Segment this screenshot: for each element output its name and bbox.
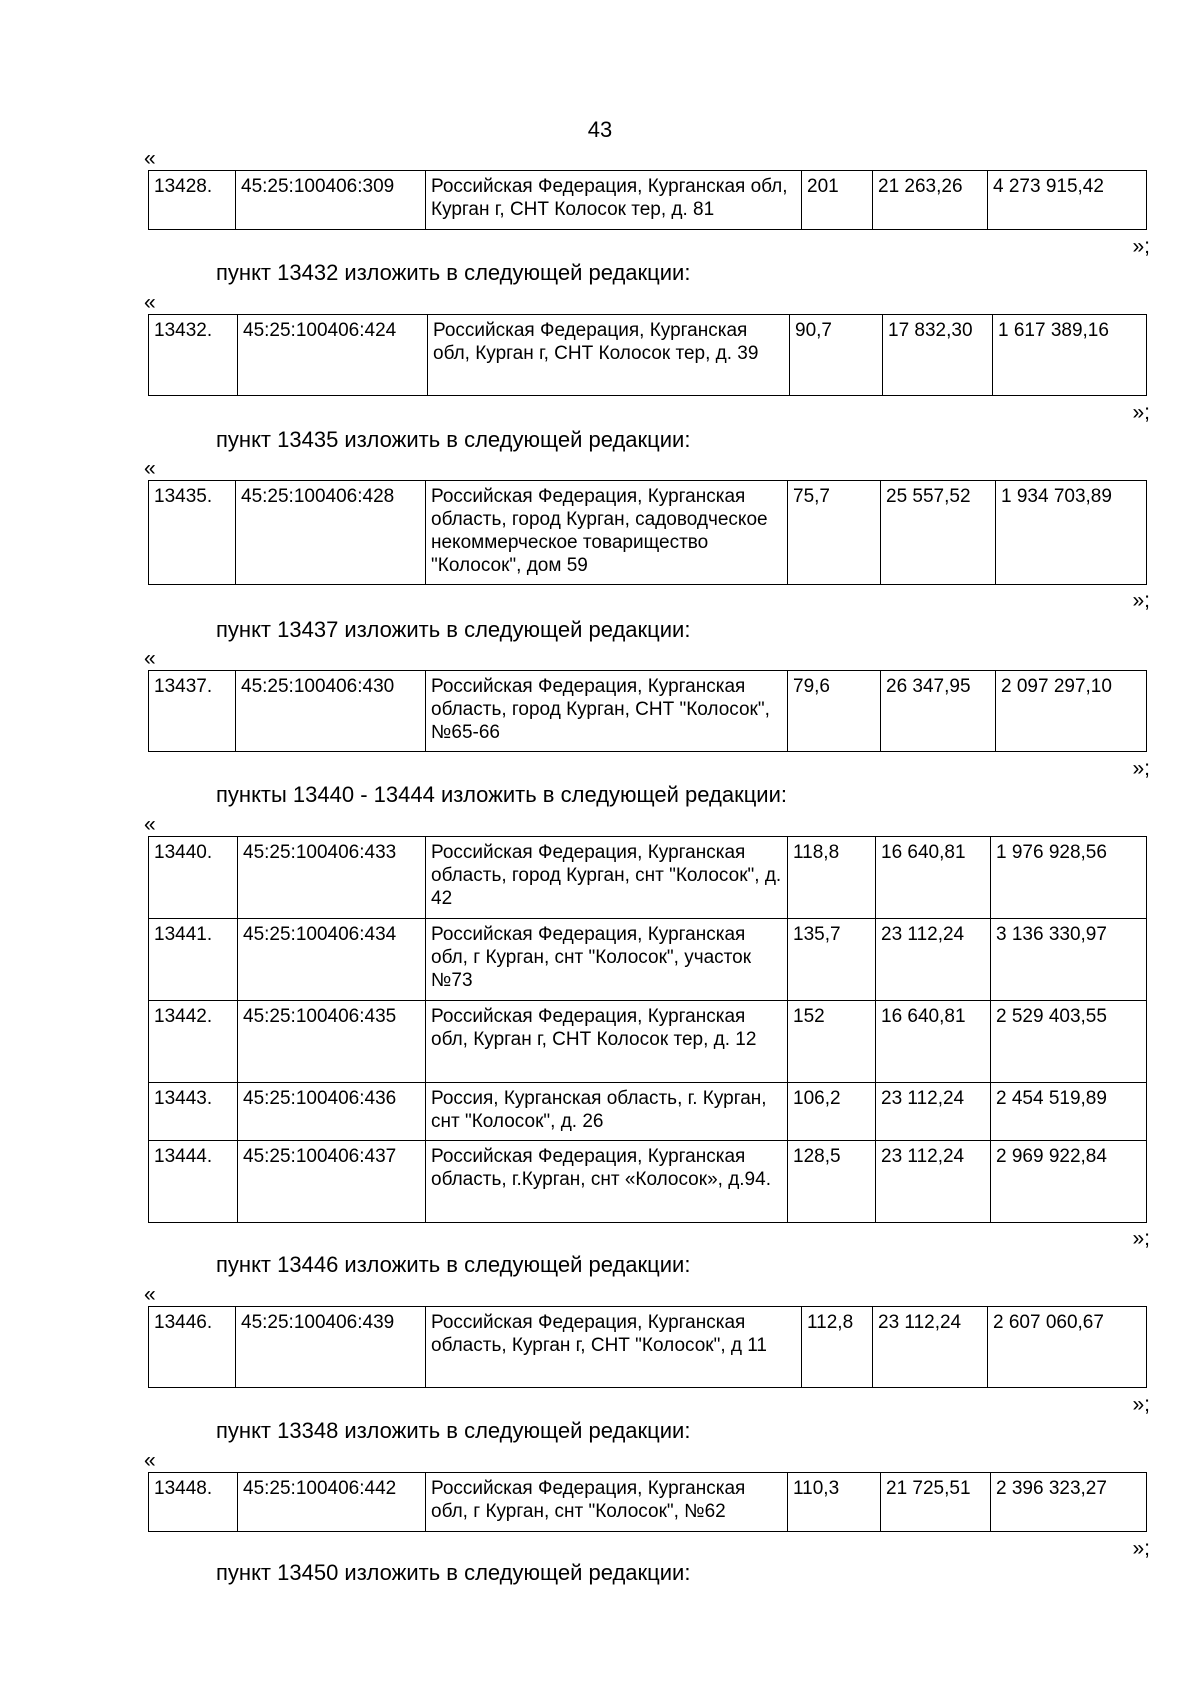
table-row xyxy=(149,1307,1147,1388)
table-row xyxy=(149,671,1147,752)
record-table xyxy=(148,314,1147,396)
cadastral-number: 45:25:100406:430 xyxy=(236,671,426,752)
area: 110,3 xyxy=(788,1473,881,1532)
row-number: 13440. xyxy=(149,837,238,919)
cadastral-number: 45:25:100406:309 xyxy=(236,171,426,230)
cadastral-value: 2 529 403,55 xyxy=(991,1001,1147,1083)
area: 201 xyxy=(802,171,873,230)
cadastral-number: 45:25:100406:435 xyxy=(238,1001,426,1083)
row-number: 13432. xyxy=(149,315,238,396)
record-table xyxy=(148,480,1147,585)
opening-quote: « xyxy=(144,1283,156,1306)
closing-quote: »; xyxy=(1132,757,1150,780)
cadastral-number: 45:25:100406:428 xyxy=(236,481,426,585)
unit-price: 17 832,30 xyxy=(883,315,993,396)
row-number: 13444. xyxy=(149,1141,238,1223)
table-row xyxy=(149,171,1147,230)
unit-price: 21 263,26 xyxy=(873,171,988,230)
opening-quote: « xyxy=(144,647,156,670)
row-number: 13441. xyxy=(149,919,238,1001)
closing-quote: »; xyxy=(1132,1537,1150,1560)
opening-quote: « xyxy=(144,813,156,836)
table-row xyxy=(149,1141,1147,1223)
area: 75,7 xyxy=(788,481,881,585)
cadastral-value: 2 607 060,67 xyxy=(988,1307,1147,1388)
table-row xyxy=(149,315,1147,396)
address: Российская Федерация, Курганская обл, Курган г, СНТ Колосок тер, д. 39 xyxy=(428,315,790,396)
unit-price: 16 640,81 xyxy=(876,837,991,919)
cadastral-number: 45:25:100406:436 xyxy=(238,1083,426,1141)
instruction-text: пункт 13435 изложить в следующей редакции: xyxy=(216,427,691,452)
unit-price: 16 640,81 xyxy=(876,1001,991,1083)
cadastral-value: 1 934 703,89 xyxy=(996,481,1147,585)
cadastral-value: 2 454 519,89 xyxy=(991,1083,1147,1141)
record-table xyxy=(148,1306,1147,1388)
cadastral-value: 2 097 297,10 xyxy=(996,671,1147,752)
unit-price: 23 112,24 xyxy=(876,1141,991,1223)
cadastral-value: 2 396 323,27 xyxy=(991,1473,1147,1532)
address: Российская Федерация, Курганская обл, Курган г, СНТ Колосок тер, д. 81 xyxy=(426,171,802,230)
unit-price: 23 112,24 xyxy=(876,1083,991,1141)
unit-price: 21 725,51 xyxy=(881,1473,991,1532)
unit-price: 25 557,52 xyxy=(881,481,996,585)
record-table xyxy=(148,836,1147,1223)
table-row xyxy=(149,481,1147,585)
cadastral-value: 3 136 330,97 xyxy=(991,919,1147,1001)
table-row xyxy=(149,837,1147,919)
instruction-text: пункт 13446 изложить в следующей редакции: xyxy=(216,1252,691,1277)
record-table xyxy=(148,170,1147,230)
closing-quote: »; xyxy=(1132,1227,1150,1250)
row-number: 13448. xyxy=(149,1473,238,1532)
area: 128,5 xyxy=(788,1141,876,1223)
cadastral-number: 45:25:100406:442 xyxy=(238,1473,426,1532)
cadastral-value: 2 969 922,84 xyxy=(991,1141,1147,1223)
address: Российская Федерация, Курганская область, город Курган, снт "Колосок", д. 42 xyxy=(426,837,788,919)
address: Российская Федерация, Курганская обл, Курган г, СНТ Колосок тер, д. 12 xyxy=(426,1001,788,1083)
area: 152 xyxy=(788,1001,876,1083)
table-row xyxy=(149,919,1147,1001)
cadastral-number: 45:25:100406:434 xyxy=(238,919,426,1001)
unit-price: 26 347,95 xyxy=(881,671,996,752)
opening-quote: « xyxy=(144,147,156,170)
area: 106,2 xyxy=(788,1083,876,1141)
closing-quote: »; xyxy=(1132,1393,1150,1416)
closing-quote: »; xyxy=(1132,401,1150,424)
cadastral-number: 45:25:100406:424 xyxy=(238,315,428,396)
row-number: 13428. xyxy=(149,171,236,230)
row-number: 13437. xyxy=(149,671,236,752)
cadastral-number: 45:25:100406:433 xyxy=(238,837,426,919)
record-table xyxy=(148,670,1147,752)
opening-quote: « xyxy=(144,457,156,480)
record-table xyxy=(148,1472,1147,1532)
area: 135,7 xyxy=(788,919,876,1001)
table-row xyxy=(149,1083,1147,1141)
area: 112,8 xyxy=(802,1307,873,1388)
cadastral-value: 4 273 915,42 xyxy=(988,171,1147,230)
row-number: 13443. xyxy=(149,1083,238,1141)
address: Российская Федерация, Курганская обл, г Курган, снт "Колосок", №62 xyxy=(426,1473,788,1532)
address: Российская Федерация, Курганская область, Курган г, СНТ "Колосок", д 11 xyxy=(426,1307,802,1388)
row-number: 13435. xyxy=(149,481,236,585)
address: Российская Федерация, Курганская область, город Курган, садоводческое некоммерческое товарищество "Колосок", дом 59 xyxy=(426,481,788,585)
table-row xyxy=(149,1001,1147,1083)
address: Россия, Курганская область, г. Курган, снт "Колосок", д. 26 xyxy=(426,1083,788,1141)
opening-quote: « xyxy=(144,1449,156,1472)
row-number: 13446. xyxy=(149,1307,236,1388)
instruction-text: пункт 13450 изложить в следующей редакции: xyxy=(216,1560,691,1585)
address: Российская Федерация, Курганская область, г.Курган, снт «Колосок», д.94. xyxy=(426,1141,788,1223)
instruction-text: пункт 13432 изложить в следующей редакции: xyxy=(216,260,691,285)
unit-price: 23 112,24 xyxy=(876,919,991,1001)
closing-quote: »; xyxy=(1132,235,1150,258)
instruction-text: пункты 13440 - 13444 изложить в следующей редакции: xyxy=(216,782,788,807)
cadastral-number: 45:25:100406:439 xyxy=(236,1307,426,1388)
closing-quote: »; xyxy=(1132,589,1150,612)
cadastral-value: 1 976 928,56 xyxy=(991,837,1147,919)
cadastral-number: 45:25:100406:437 xyxy=(238,1141,426,1223)
table-row xyxy=(149,1473,1147,1532)
area: 90,7 xyxy=(790,315,883,396)
cadastral-value: 1 617 389,16 xyxy=(993,315,1147,396)
opening-quote: « xyxy=(144,291,156,314)
area: 79,6 xyxy=(788,671,881,752)
area: 118,8 xyxy=(788,837,876,919)
instruction-text: пункт 13348 изложить в следующей редакции: xyxy=(216,1418,691,1443)
unit-price: 23 112,24 xyxy=(873,1307,988,1388)
address: Российская Федерация, Курганская обл, г Курган, снт "Колосок", участок №73 xyxy=(426,919,788,1001)
instruction-text: пункт 13437 изложить в следующей редакции: xyxy=(216,617,691,642)
row-number: 13442. xyxy=(149,1001,238,1083)
address: Российская Федерация, Курганская область, город Курган, СНТ "Колосок", №65-66 xyxy=(426,671,788,752)
page-number: 43 xyxy=(587,117,613,142)
